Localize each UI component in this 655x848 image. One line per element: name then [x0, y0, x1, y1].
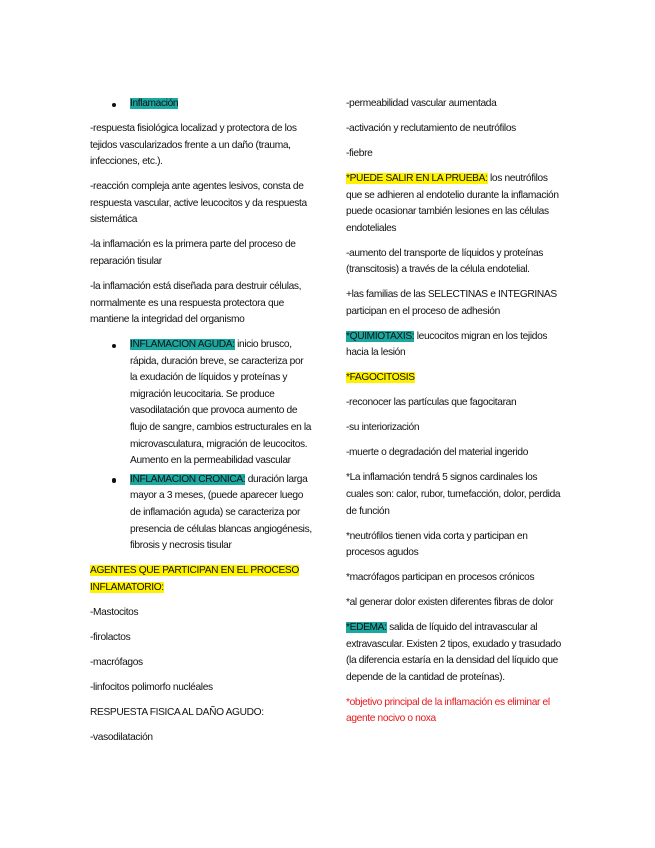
inflamacion-cronica-item — [90, 472, 312, 555]
aguda-label: INFLAMACION AGUDA: — [130, 339, 235, 351]
quimiotaxis-note — [346, 329, 566, 362]
selectinas-line: +las familias de las SELECTINAS e INTEGRINAS participan en el proceso de adhesión — [346, 289, 557, 317]
edema-note — [346, 620, 566, 686]
cronica-text: duración larga mayor a 3 meses, (puede aparecer luego de inflamación aguda) se caracteriza por presencia de células blancas angiogénesis, fibrosis y necrosis tisular — [130, 473, 312, 552]
prueba-text: los neutrófilos que se adhieren al endotelio durante la inflamación puede ocasionar también lesiones en las células endoteliales — [346, 172, 559, 234]
title-list — [90, 96, 312, 113]
fagocitosis-heading: *FAGOCITOSIS — [346, 372, 415, 384]
quimiotaxis-label: *QUIMIOTAXIS: — [346, 330, 415, 342]
edema-label: *EDEMA: — [346, 622, 387, 634]
agente-firolactos: -firolactos — [90, 631, 131, 643]
objetivo-note: *objetivo principal de la inflamación es eliminar el agente nocivo o noxa — [346, 696, 550, 725]
macrofagos-note: *macrófagos participan en procesos crónicos — [346, 572, 535, 584]
neutrofilos-note: *neutrófilos tienen vida corta y participan en procesos agudos — [346, 530, 528, 559]
agente-linfocitos: -linfocitos polimorfo nucléales — [90, 681, 213, 693]
definition-paragraph-4: -la inflamación está diseñada para destruir células, normalmente es una respuesta protectora que mantiene la integridad del organismo — [90, 280, 302, 326]
dolor-note: *al generar dolor existen diferentes fibras de dolor — [346, 597, 554, 609]
prueba-note — [346, 171, 566, 237]
inflammation-types-list — [90, 337, 312, 555]
fagocitosis-step-3: -muerte o degradación del material ingerido — [346, 447, 529, 459]
prueba-label: *PUEDE SALIR EN LA PRUEBA: — [346, 172, 488, 184]
quimiotaxis-text: leucocitos migran en los tejidos hacia la lesión — [346, 330, 548, 359]
aguda-text: inicio brusco, rápida, duración breve, se caracteriza por la exudación de líquidos y proteínas y migración leucocitaria. Se produce vasodilatación que provoca aumento de flujo de sangre, cambios estructurales en la microvasculatura, migración de leucocitos. Aumento en la permeabilidad vascular — [130, 339, 312, 467]
inflamacion-title: Inflamación — [130, 98, 179, 109]
permeabilidad-line: -permeabilidad vascular aumentada — [346, 98, 497, 109]
agente-mastocitos: -Mastocitos — [90, 606, 139, 618]
agente-macrofagos: -macrófagos — [90, 656, 143, 668]
definition-paragraph-2: -reacción compleja ante agentes lesivos, consta de respuesta vascular, active leucocitos y da respuesta sistemática — [90, 181, 307, 226]
title-item — [90, 96, 312, 113]
transcitosis-line: -aumento del transporte de líquidos y proteínas (transcitosis) a través de la célula endotelial. — [346, 247, 544, 276]
edema-text: salida de líquido del intravascular al extravascular. Existen 2 tipos, exudado y trasudado (la diferencia estaría en la densidad del líquido que depende de la cantidad de proteínas). — [346, 622, 561, 683]
agentes-heading: AGENTES QUE PARTICIPAN EN EL PROCESO INFLAMATORIO: — [90, 565, 299, 593]
left-column — [90, 96, 312, 755]
fagocitosis-step-1: -reconocer las partículas que fagocitaran — [346, 397, 517, 409]
definition-paragraph-1: -respuesta fisiológica localizad y protectora de los tejidos vascularizados frente a un daño (trauma, infecciones, etc.). — [90, 122, 297, 168]
definition-paragraph-3: -la inflamación es la primera parte del proceso de reparación tisular — [90, 239, 296, 267]
respuesta-vasodilatacion: -vasodilatación — [90, 731, 153, 743]
signos-cardinales-note: *La inflamación tendrá 5 signos cardinales los cuales son: calor, rubor, tumefacción, dolor, perdida de función — [346, 472, 561, 517]
inflamacion-aguda-item — [90, 337, 312, 470]
fiebre-line: -fiebre — [346, 147, 373, 159]
respuesta-heading: RESPUESTA FISICA AL DAÑO AGUDO: — [90, 706, 264, 718]
neutrofilos-line: -activación y reclutamiento de neutrófilos — [346, 122, 516, 134]
right-column — [346, 96, 566, 736]
cronica-label: INFLAMACION CRONICA: — [130, 473, 246, 485]
fagocitosis-step-2: -su interiorización — [346, 422, 420, 434]
